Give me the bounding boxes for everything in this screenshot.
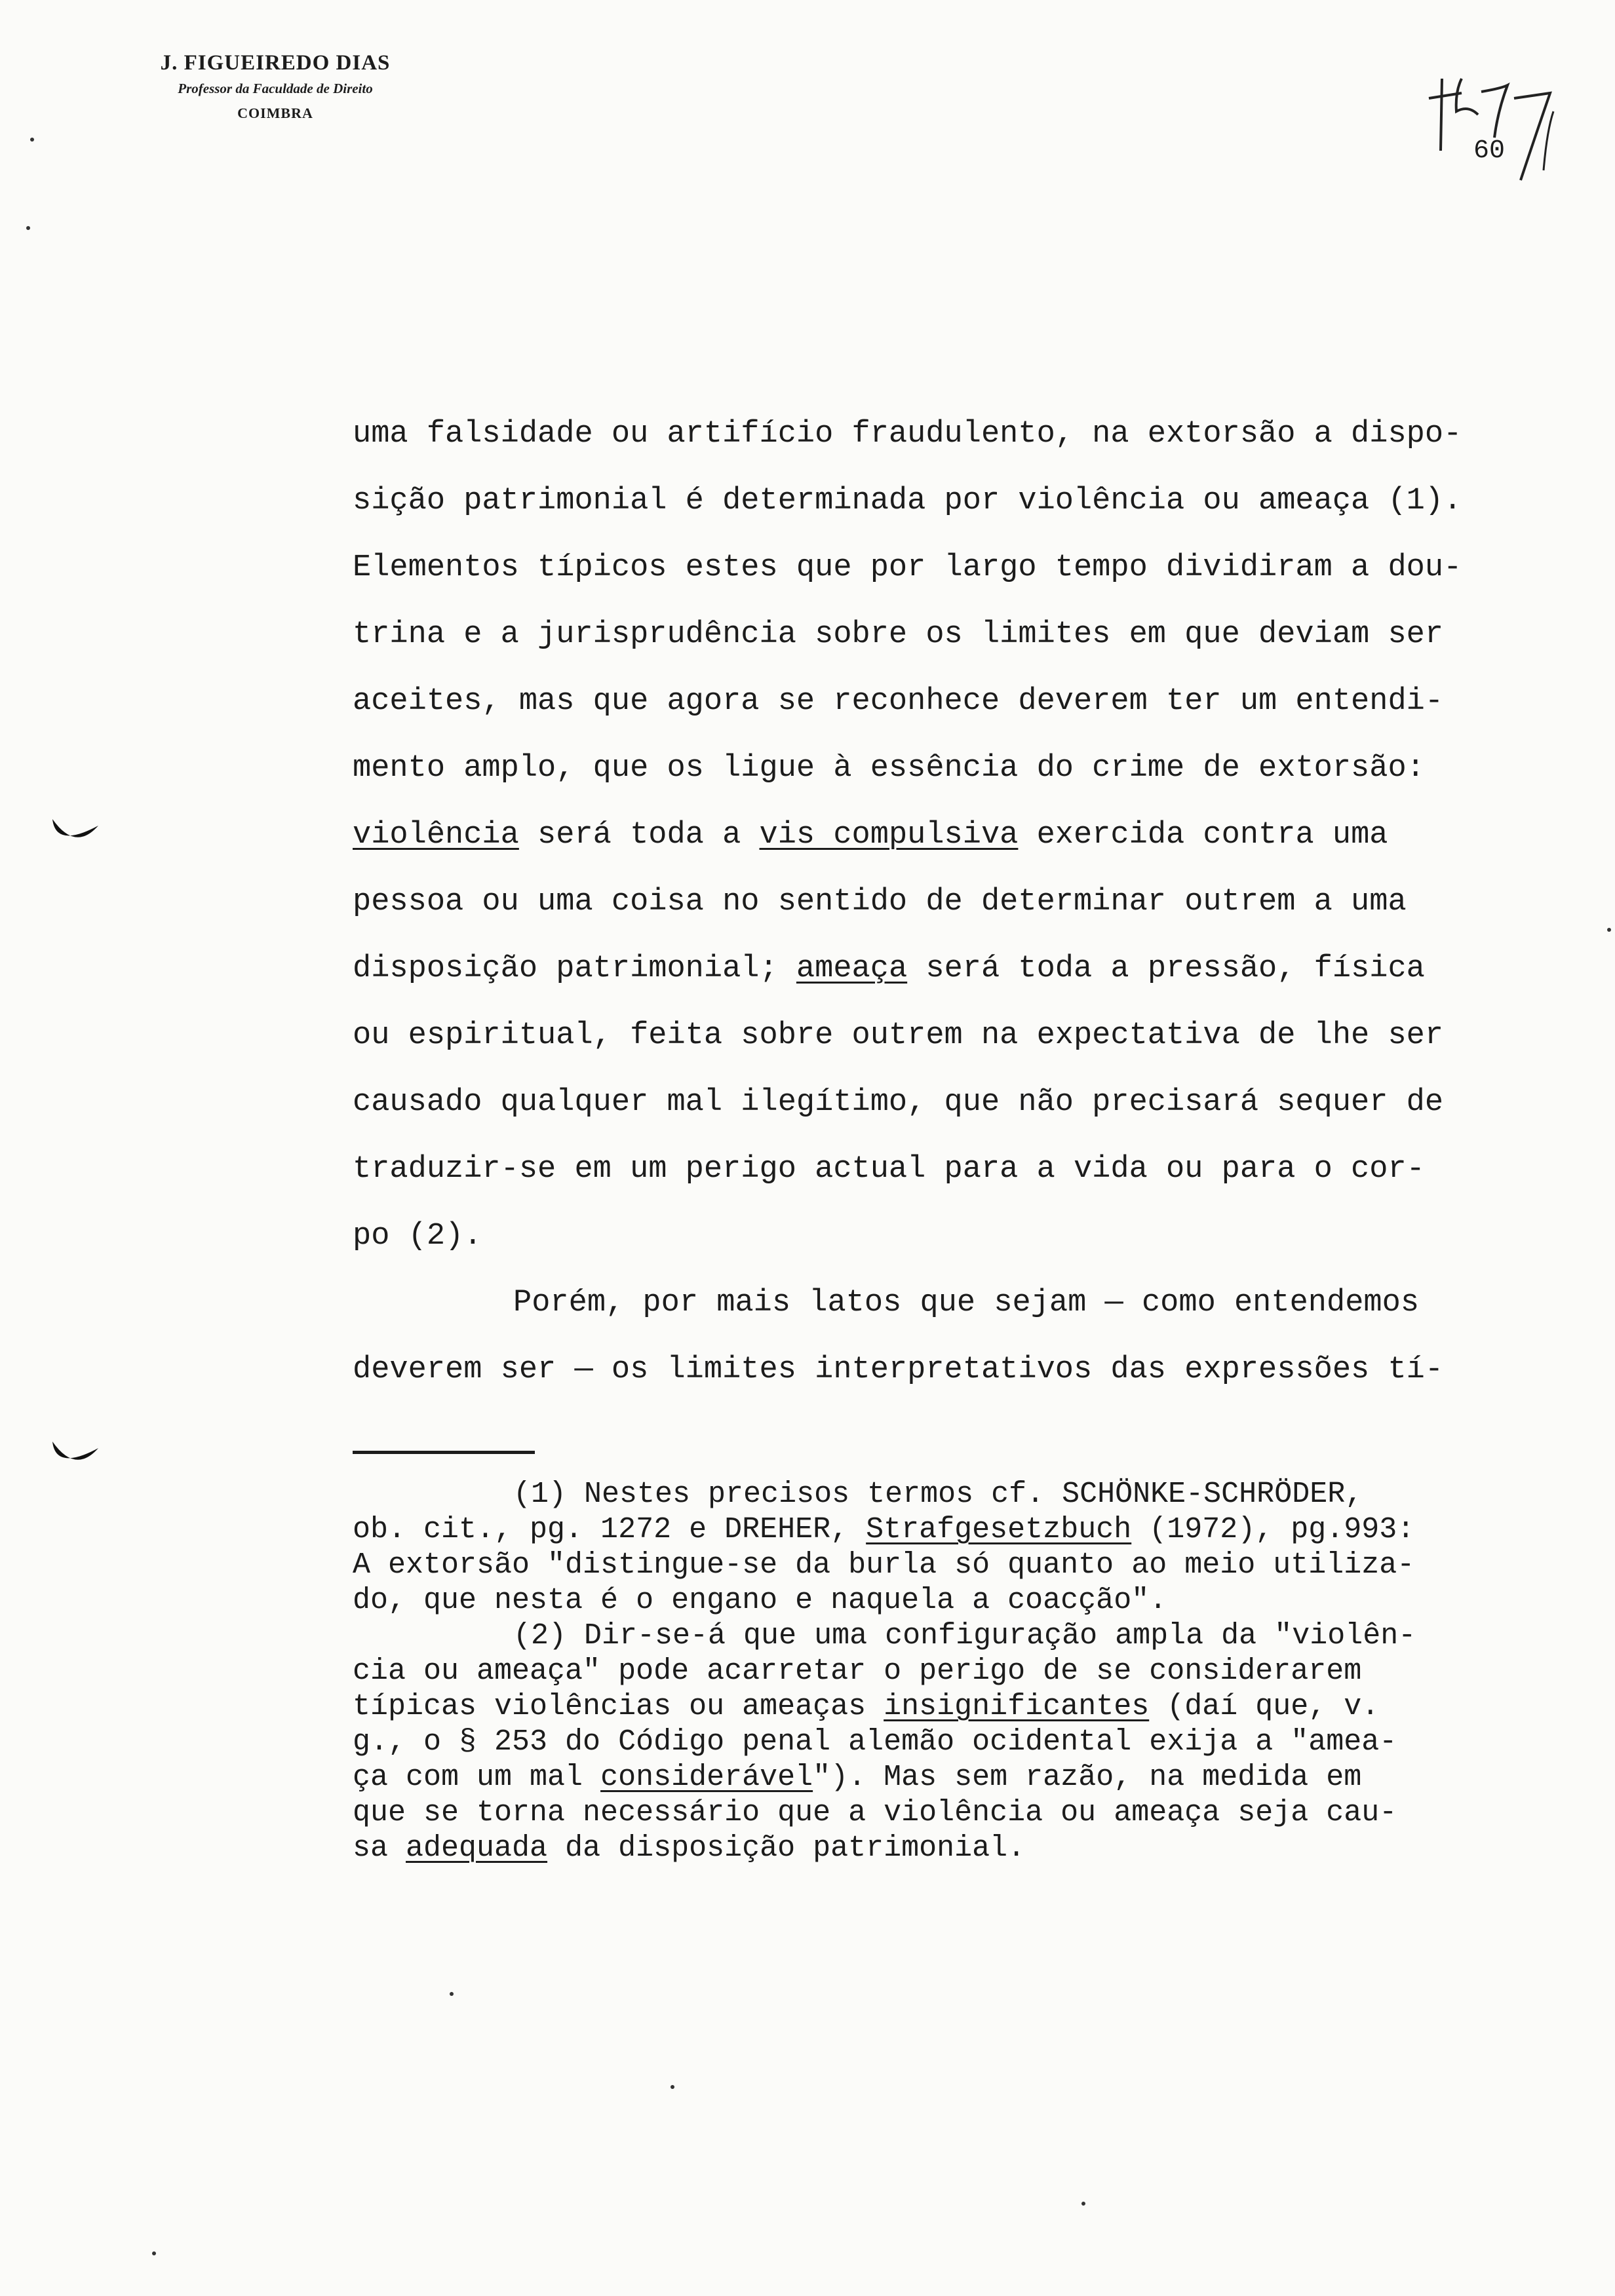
text-line: traduzir-se em um perigo actual para a vida ou para o cor- xyxy=(353,1152,1425,1187)
text-span: ob. cit., pg. 1272 e DREHER, xyxy=(353,1513,866,1546)
text-line: deverem ser — os limites interpretativos das expressões tí- xyxy=(353,1352,1444,1387)
text-line: aceites, mas que agora se reconhece deverem ter um entendi- xyxy=(353,684,1444,719)
text-line: Elementos típicos estes que por largo tempo dividiram a dou- xyxy=(353,550,1462,585)
punch-hole-mark xyxy=(49,813,102,852)
letterhead xyxy=(92,51,459,122)
letterhead-title: Professor da Faculdade de Direito xyxy=(178,81,373,96)
letterhead-city: COIMBRA xyxy=(237,105,313,121)
text-line: po (2). xyxy=(353,1219,482,1253)
underlined-term: violência xyxy=(353,818,519,852)
footnotes xyxy=(353,1477,1532,1866)
text-span: ça com um mal xyxy=(353,1761,601,1794)
scan-speck xyxy=(152,2251,156,2255)
text-line: sição patrimonial é determinada por violência ou ameaça (1). xyxy=(353,484,1462,518)
scan-speck xyxy=(671,2085,674,2089)
letterhead-name: J. FIGUEIREDO DIAS xyxy=(160,51,391,75)
underlined-term: considerável xyxy=(600,1761,813,1794)
text-line xyxy=(353,802,1526,869)
text-line: Porém, por mais latos que sejam — como entendemos xyxy=(513,1286,1420,1320)
punch-hole-mark xyxy=(49,1435,102,1474)
underlined-term: adequada xyxy=(406,1831,548,1865)
underlined-term: Strafgesetzbuch xyxy=(866,1513,1132,1546)
footnote-line: (2) Dir-se-á que uma configuração ampla da "violên- xyxy=(513,1619,1416,1653)
footnote-line: g., o § 253 do Código penal alemão ocidental exija a "amea- xyxy=(353,1725,1397,1759)
text-span: da disposição patrimonial. xyxy=(547,1831,1026,1865)
underlined-term: ameaça xyxy=(796,951,908,986)
scan-speck xyxy=(1081,2202,1085,2206)
footnote-line xyxy=(353,1512,1532,1548)
text-line: ou espiritual, feita sobre outrem na expectativa de lhe ser xyxy=(353,1018,1444,1053)
handwritten-folio-mark xyxy=(1416,52,1580,190)
text-span: (daí que, v. xyxy=(1149,1690,1380,1723)
footnote-line xyxy=(353,1831,1532,1866)
footnote-line xyxy=(353,1760,1532,1795)
text-line: uma falsidade ou artifício fraudulento, na extorsão a dispo- xyxy=(353,417,1462,451)
footnote-line: A extorsão "distingue-se da burla só quanto ao meio utiliza- xyxy=(353,1548,1415,1582)
text-span: "). Mas sem razão, na medida em xyxy=(813,1761,1362,1794)
footnote-line: que se torna necessário que a violência ou ameaça seja cau- xyxy=(353,1796,1397,1829)
body-text xyxy=(353,401,1526,1404)
text-line xyxy=(353,936,1526,1003)
text-span: exercida contra uma xyxy=(1018,818,1388,852)
text-line: causado qualquer mal ilegítimo, que não precisará sequer de xyxy=(353,1085,1444,1120)
text-span: disposição patrimonial; xyxy=(353,951,796,986)
text-span: sa xyxy=(353,1831,406,1865)
scan-speck xyxy=(30,138,34,142)
text-span: típicas violências ou ameaças xyxy=(353,1690,884,1723)
scan-speck xyxy=(1607,928,1611,932)
text-line: pessoa ou uma coisa no sentido de determinar outrem a uma xyxy=(353,885,1407,919)
text-line: mento amplo, que os ligue à essência do crime de extorsão: xyxy=(353,751,1425,786)
text-span: (1972), pg.993: xyxy=(1131,1513,1415,1546)
text-span: será toda a pressão, física xyxy=(907,951,1425,986)
underlined-term: vis compulsiva xyxy=(759,818,1019,852)
footnote-divider xyxy=(353,1451,535,1454)
text-line: trina e a jurisprudência sobre os limites em que deviam ser xyxy=(353,617,1444,652)
footnote-line xyxy=(353,1689,1532,1725)
text-span: será toda a xyxy=(518,818,760,852)
page-number: 60 xyxy=(1473,136,1506,166)
footnote-line: cia ou ameaça" pode acarretar o perigo de se considerarem xyxy=(353,1655,1362,1688)
underlined-term: insignificantes xyxy=(884,1690,1150,1723)
footnote-line: (1) Nestes precisos termos cf. SCHÖNKE-SCHRÖDER, xyxy=(513,1478,1363,1511)
scan-speck xyxy=(450,1992,454,1996)
footnote-line: do, que nesta é o engano e naquela a coacção". xyxy=(353,1584,1167,1617)
scan-speck xyxy=(26,226,30,230)
